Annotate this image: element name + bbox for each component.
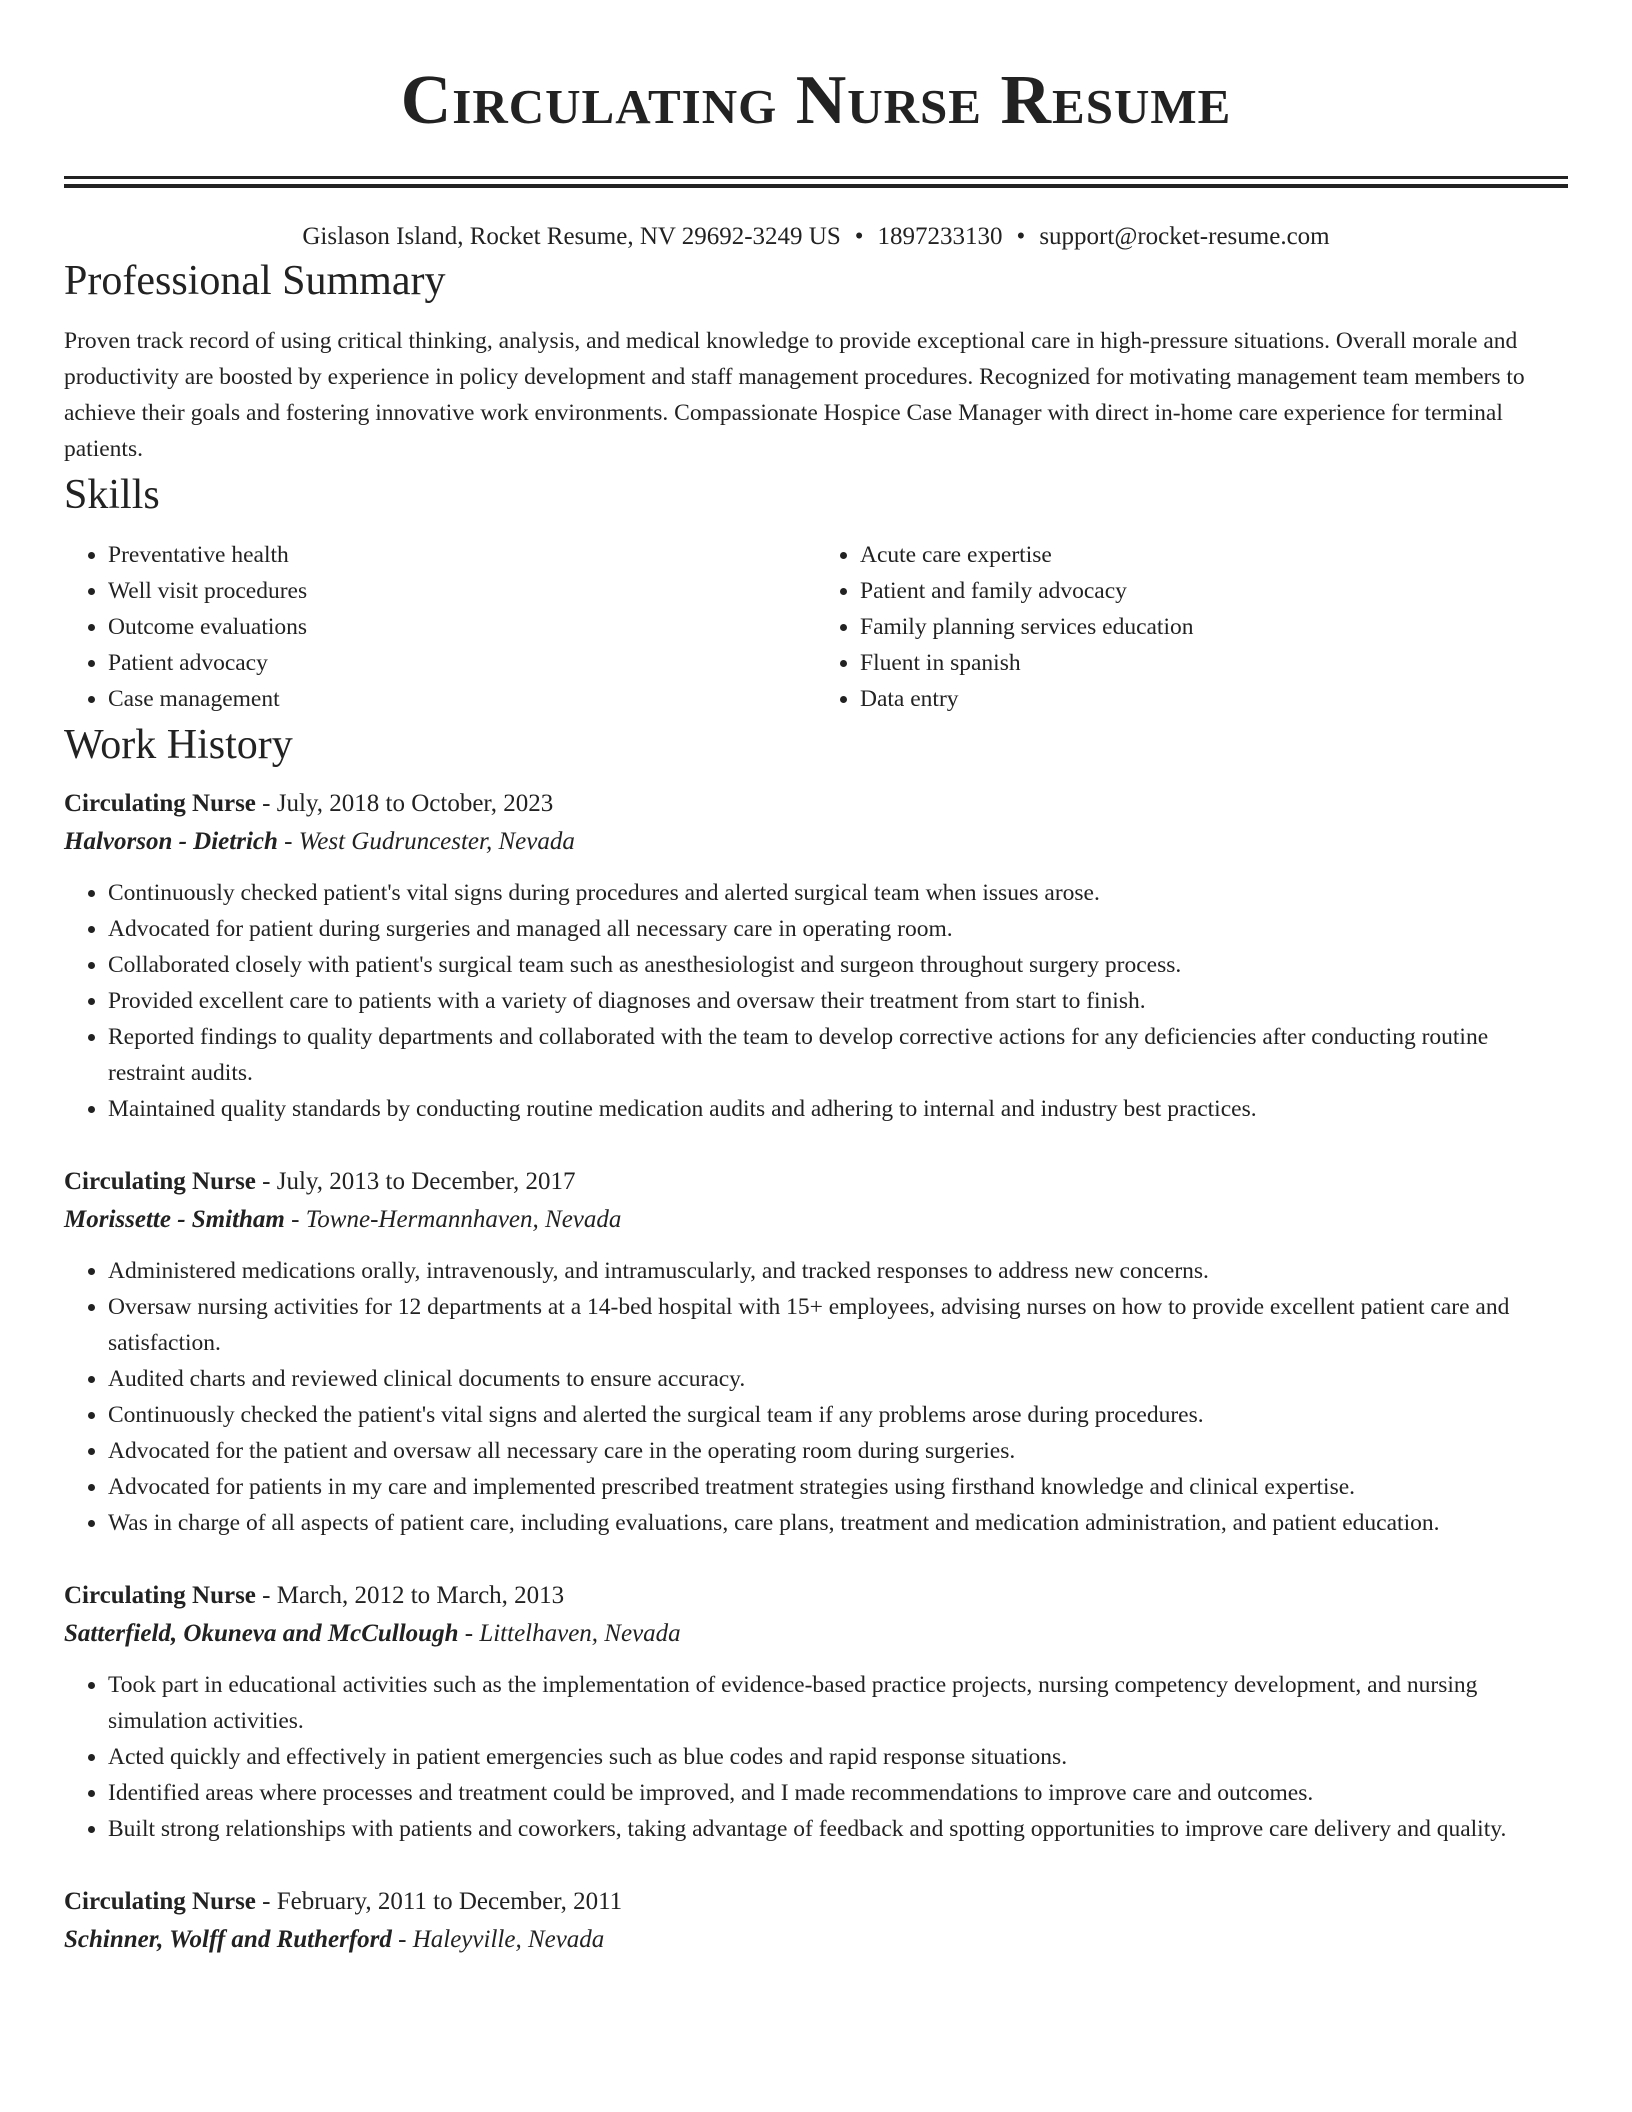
skill-item: • Outcome evaluations [108,609,816,645]
contact-address: Gislason Island, Rocket Resume, NV 29692-3249 US [302,223,841,250]
job-bullet: • Built strong relationships with patients and coworkers, taking advantage of feedback and spotting opportunities to improve care delivery and quality. [108,1811,1568,1847]
job-bullet: • Continuously checked patient's vital signs during procedures and alerted surgical team when issues arose. [108,875,1568,911]
job-bullets [64,1667,1568,1847]
resume-title: Circulating Nurse Resume [400,62,1232,139]
job-bullet: • Continuously checked the patient's vital signs and alerted the surgical team if any problems arose during procedures. [108,1397,1568,1433]
skill-item: • Fluent in spanish [860,645,1568,681]
skill-item: • Acute care expertise [860,537,1568,573]
job-company-line [64,823,1568,861]
job-company: Schinner, Wolff and Rutherford [64,1926,392,1953]
job-title-line [64,1577,1568,1615]
job-company-line [64,1921,1568,1959]
skill-item: • Preventative health [108,537,816,573]
skills-list [64,537,1568,717]
job-title-line [64,1883,1568,1921]
job-bullet: • Was in charge of all aspects of patient care, including evaluations, care plans, treatment and medication administration, and patient education. [108,1505,1568,1541]
contact-separator: • [1016,223,1026,250]
job-entry [64,1577,1568,1847]
job-entry [64,1163,1568,1541]
job-bullets [64,1253,1568,1541]
job-bullets [64,875,1568,1127]
job-bullet: • Reported findings to quality departments and collaborated with the team to develop corrective actions for any deficiencies after conducting routine restraint audits. [108,1019,1568,1091]
job-company-line [64,1615,1568,1653]
skills-heading: Skills [64,472,160,518]
job-bullet: • Collaborated closely with patient's surgical team such as anesthesiologist and surgeon throughout surgery process. [108,947,1568,983]
job-title-line [64,1163,1568,1201]
job-bullet: • Advocated for patient during surgeries and managed all necessary care in operating room. [108,911,1568,947]
contact-separator: • [854,223,864,250]
job-bullet: • Oversaw nursing activities for 12 departments at a 14-bed hospital with 15+ employees, advising nurses on how to provide excellent patient care and satisfaction. [108,1289,1568,1361]
skills-column-right [816,537,1568,717]
job-dates: - February, 2011 to December, 2011 [255,1888,623,1915]
job-bullet: • Advocated for the patient and oversaw all necessary care in the operating room during surgeries. [108,1433,1568,1469]
job-dates: - July, 2013 to December, 2017 [255,1168,576,1195]
skill-item: • Data entry [860,681,1568,717]
job-bullet: • Provided excellent care to patients with a variety of diagnoses and oversaw their treatment from start to finish. [108,983,1568,1019]
job-title-line [64,785,1568,823]
job-bullet: • Advocated for patients in my care and implemented prescribed treatment strategies using firsthand knowledge and clinical expertise. [108,1469,1568,1505]
contact-phone: 1897233130 [877,223,1003,250]
skill-item: • Case management [108,681,816,717]
job-dates: - July, 2018 to October, 2023 [255,790,554,817]
title-divider [64,176,1568,188]
skill-item: • Patient and family advocacy [860,573,1568,609]
job-title: Circulating Nurse [64,790,256,817]
job-company: Halvorson - Dietrich [64,828,278,855]
skill-item: • Well visit procedures [108,573,816,609]
job-bullet: • Maintained quality standards by conducting routine medication audits and adhering to internal and industry best practices. [108,1091,1568,1127]
job-location: - Haleyville, Nevada [391,1926,605,1953]
job-bullet: • Acted quickly and effectively in patient emergencies such as blue codes and rapid response situations. [108,1739,1568,1775]
job-location: - Towne-Hermannhaven, Nevada [284,1206,622,1233]
job-bullet: • Took part in educational activities such as the implementation of evidence-based practice projects, nursing competency development, and nursing simulation activities. [108,1667,1568,1739]
skill-item: • Family planning services education [860,609,1568,645]
job-location: - Littelhaven, Nevada [458,1620,681,1647]
job-company: Satterfield, Okuneva and McCullough [64,1620,459,1647]
job-entry [64,1883,1568,1959]
job-location: - West Gudruncester, Nevada [277,828,575,855]
job-company-line [64,1201,1568,1239]
job-bullet: • Identified areas where processes and treatment could be improved, and I made recommendations to improve care and outcomes. [108,1775,1568,1811]
job-title: Circulating Nurse [64,1582,256,1609]
job-title: Circulating Nurse [64,1888,256,1915]
skill-item: • Patient advocacy [108,645,816,681]
job-bullet: • Administered medications orally, intravenously, and intramuscularly, and tracked responses to address new concerns. [108,1253,1568,1289]
contact-line [64,221,1568,253]
skills-column-left [64,537,816,717]
job-dates: - March, 2012 to March, 2013 [255,1582,565,1609]
work-history-heading: Work History [64,722,293,768]
job-bullet: • Audited charts and reviewed clinical documents to ensure accuracy. [108,1361,1568,1397]
summary-heading: Professional Summary [64,258,446,304]
summary-text: Proven track record of using critical thinking, analysis, and medical knowledge to provide exceptional care in high-pressure situations. Overall morale and productivity are boosted by experience in policy development and staff management procedures. Recognized for motivating management team members to achieve their goals and fostering innovative work environments. Compassionate Hospice Case Manager with direct in-home care experience for terminal patients. [64,328,1525,462]
contact-email: support@rocket-resume.com [1039,223,1330,250]
job-company: Morissette - Smitham [64,1206,285,1233]
job-entry [64,785,1568,1127]
job-title: Circulating Nurse [64,1168,256,1195]
